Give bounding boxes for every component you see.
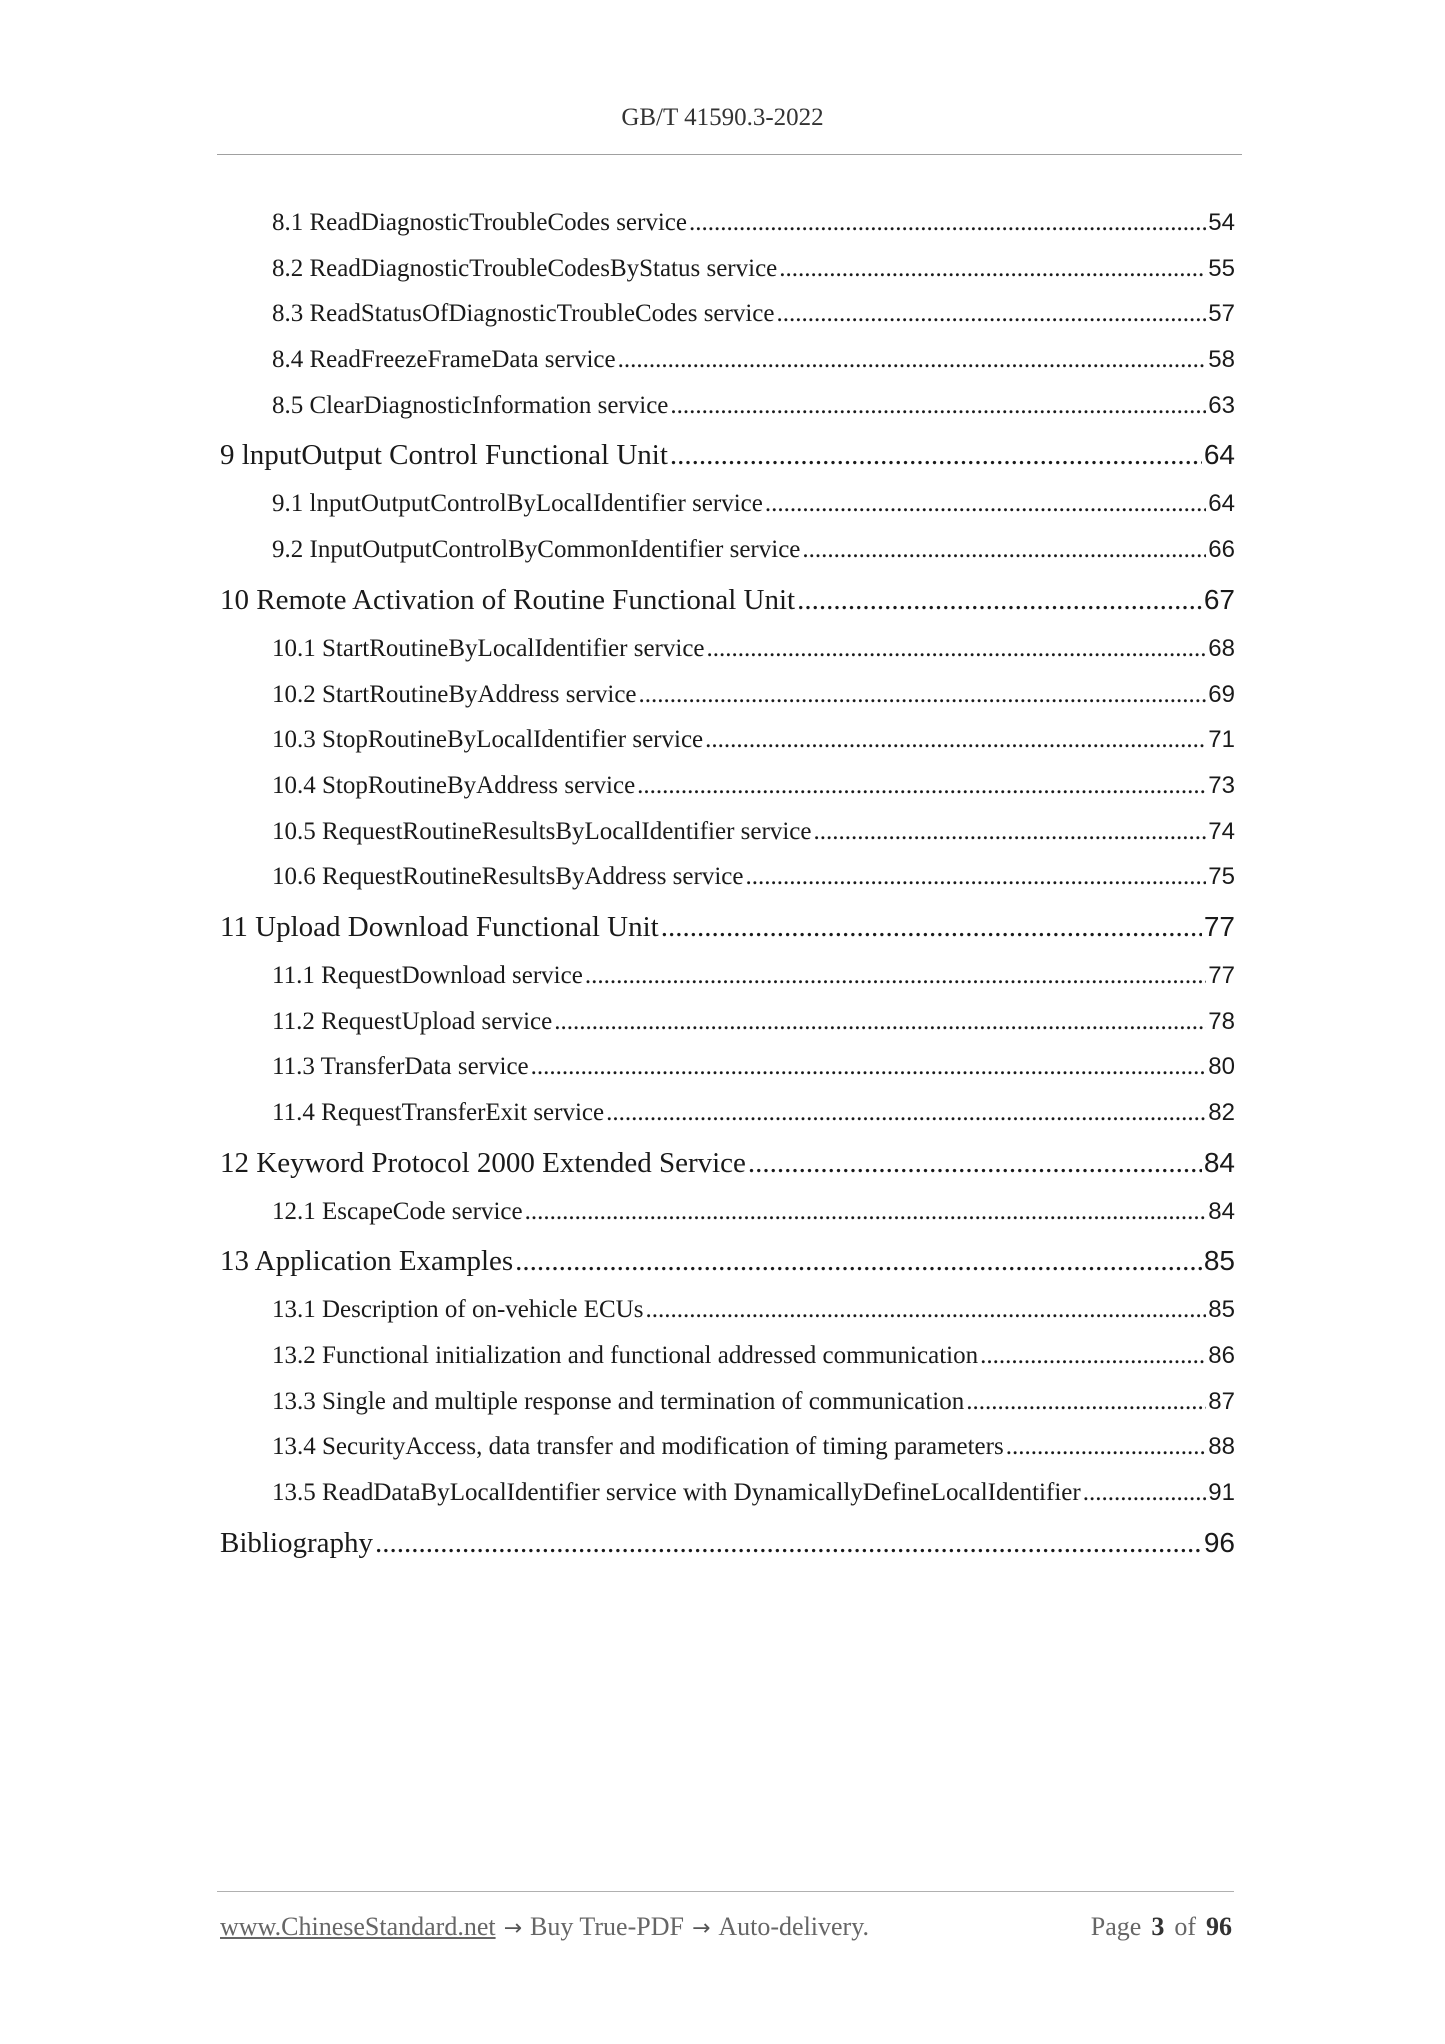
toc-dot-leader (745, 854, 1206, 900)
toc-entry-title: 8.5 ClearDiagnosticInformation service (272, 391, 669, 419)
toc-entry-page: 82 (1208, 1099, 1235, 1126)
toc-entry-title: 8.3 ReadStatusOfDiagnosticTroubleCodes service (272, 300, 775, 328)
page-footer (220, 1912, 1232, 1942)
toc-subsection-entry[interactable] (220, 1424, 1235, 1470)
toc-entry-title: 9.2 InputOutputControlByCommonIdentifier service (272, 536, 801, 564)
toc-entry-title: 10.2 StartRoutineByAddress service (272, 680, 637, 708)
toc-subsection-entry[interactable] (220, 337, 1235, 383)
toc-entry-page: 73 (1208, 771, 1235, 799)
toc-entry-title: 11.4 RequestTransferExit service (272, 1099, 605, 1126)
toc-entry-page: 55 (1208, 254, 1235, 282)
toc-entry-title: Bibliography (220, 1526, 374, 1559)
toc-entry-page: 64 (1203, 439, 1235, 471)
toc-subsection-entry[interactable] (220, 1287, 1235, 1333)
toc-dot-leader (802, 527, 1206, 573)
toc-dot-leader (1083, 1470, 1207, 1516)
document-id: GB/T 41590.3-2022 (621, 104, 824, 131)
toc-entry-page: 66 (1208, 536, 1235, 564)
toc-entry-title: 11 Upload Download Functional Unit (220, 910, 659, 943)
toc-entry-page: 87 (1208, 1387, 1235, 1415)
toc-entry-page: 85 (1208, 1296, 1235, 1324)
toc-dot-leader (661, 901, 1202, 953)
toc-entry-title: 12.1 EscapeCode service (272, 1197, 523, 1225)
toc-entry-title: 10.4 StopRoutineByAddress service (272, 771, 636, 799)
toc-entry-title: 8.2 ReadDiagnosticTroubleCodesByStatus service (272, 254, 778, 282)
toc-entry-title: 13.4 SecurityAccess, data transfer and modification of timing parameters (272, 1433, 1004, 1461)
toc-entry-title: 11.2 RequestUpload service (272, 1007, 553, 1035)
page-of-label: of (1174, 1912, 1196, 1941)
toc-dot-leader (748, 1137, 1202, 1189)
toc-dot-leader (637, 763, 1206, 809)
toc-entry-page: 78 (1208, 1007, 1235, 1035)
toc-dot-leader (765, 481, 1206, 527)
toc-dot-leader (585, 953, 1206, 999)
toc-dot-leader (606, 1090, 1206, 1136)
toc-entry-page: 69 (1208, 680, 1235, 708)
toc-dot-leader (1006, 1424, 1207, 1470)
toc-entry-page: 91 (1208, 1479, 1235, 1507)
toc-dot-leader (525, 1189, 1207, 1235)
toc-entry-page: 63 (1208, 391, 1235, 419)
toc-dot-leader (670, 383, 1206, 429)
toc-subsection-entry[interactable] (220, 1379, 1235, 1425)
toc-entry-title: 10.5 RequestRoutineResultsByLocalIdentifier service (272, 817, 812, 845)
toc-entry-title: 10.6 RequestRoutineResultsByAddress service (272, 863, 744, 891)
toc-entry-title: 12 Keyword Protocol 2000 Extended Service (220, 1146, 746, 1179)
toc-subsection-entry[interactable] (220, 291, 1235, 337)
toc-entry-title: 11.1 RequestDownload service (272, 961, 583, 989)
toc-subsection-entry[interactable] (220, 1189, 1235, 1235)
toc-entry-title: 10.3 StopRoutineByLocalIdentifier service (272, 726, 704, 754)
toc-entry-title: 13.2 Functional initialization and functional addressed communication (272, 1342, 979, 1370)
toc-entry-page: 84 (1203, 1146, 1235, 1178)
toc-dot-leader (980, 1333, 1206, 1379)
toc-entry-title: 11.3 TransferData service (272, 1053, 529, 1081)
page-total: 96 (1206, 1912, 1232, 1941)
toc-entry-page: 68 (1208, 634, 1235, 662)
header-divider (217, 154, 1242, 155)
toc-entry-title: 9 lnputOutput Control Functional Unit (220, 439, 668, 472)
auto-delivery-text: Auto-delivery. (718, 1912, 870, 1941)
toc-subsection-entry[interactable] (220, 383, 1235, 429)
toc-dot-leader (779, 246, 1206, 292)
toc-subsection-entry[interactable] (220, 1090, 1235, 1136)
toc-entry-page: 71 (1208, 726, 1235, 754)
toc-entry-page: 80 (1208, 1053, 1235, 1081)
toc-entry-page: 75 (1208, 863, 1235, 891)
toc-dot-leader (776, 291, 1206, 337)
toc-subsection-entry[interactable] (220, 763, 1235, 809)
page-label: Page (1090, 1912, 1142, 1941)
toc-section-entry[interactable] (220, 1516, 1235, 1569)
toc-section-entry[interactable] (220, 1234, 1235, 1287)
toc-entry-page: 54 (1208, 209, 1235, 236)
toc-dot-leader (645, 1287, 1206, 1333)
toc-subsection-entry[interactable] (220, 527, 1235, 573)
toc-entry-page: 85 (1203, 1245, 1235, 1277)
arrow-right-icon: → (503, 1916, 523, 1941)
toc-subsection-entry[interactable] (220, 1044, 1235, 1090)
toc-section-entry[interactable] (220, 900, 1235, 953)
page-header (0, 104, 1445, 132)
toc-dot-leader (689, 200, 1206, 246)
toc-subsection-entry[interactable] (220, 200, 1235, 246)
website-link[interactable]: www.ChineseStandard.net (220, 1912, 496, 1941)
toc-entry-title: 13 Application Examples (220, 1245, 514, 1278)
toc-entry-title: 8.4 ReadFreezeFrameData service (272, 346, 616, 374)
toc-dot-leader (797, 574, 1202, 626)
toc-subsection-entry[interactable] (220, 481, 1235, 527)
toc-subsection-entry[interactable] (220, 246, 1235, 292)
toc-subsection-entry[interactable] (220, 854, 1235, 900)
toc-entry-title: 10 Remote Activation of Routine Functional Unit (220, 583, 796, 616)
toc-dot-leader (515, 1235, 1202, 1287)
toc-entry-page: 58 (1208, 346, 1235, 374)
toc-dot-leader (554, 999, 1206, 1045)
toc-subsection-entry[interactable] (220, 717, 1235, 763)
toc-entry-page: 96 (1203, 1526, 1235, 1558)
toc-dot-leader (670, 429, 1202, 481)
toc-entry-page: 67 (1203, 583, 1235, 615)
toc-entry-title: 8.1 ReadDiagnosticTroubleCodes service (272, 209, 687, 236)
toc-entry-title: 13.1 Description of on-vehicle ECUs (272, 1296, 644, 1324)
footer-divider (217, 1891, 1234, 1892)
toc-entry-page: 74 (1208, 817, 1235, 845)
toc-entry-page: 86 (1208, 1342, 1235, 1370)
toc-dot-leader (639, 672, 1207, 718)
toc-dot-leader (531, 1044, 1207, 1090)
toc-dot-leader (813, 809, 1206, 855)
toc-dot-leader (707, 626, 1207, 672)
toc-entry-page: 77 (1203, 910, 1235, 942)
table-of-contents (220, 200, 1235, 1569)
toc-section-entry[interactable] (220, 1136, 1235, 1189)
toc-section-entry[interactable] (220, 573, 1235, 626)
toc-dot-leader (705, 717, 1206, 763)
toc-subsection-entry[interactable] (220, 809, 1235, 855)
toc-subsection-entry[interactable] (220, 672, 1235, 718)
page-current: 3 (1151, 1912, 1165, 1941)
toc-subsection-entry[interactable] (220, 1333, 1235, 1379)
footer-promo (220, 1912, 869, 1942)
toc-dot-leader (618, 337, 1207, 383)
toc-dot-leader (966, 1379, 1206, 1425)
buy-pdf-text: Buy True-PDF (530, 1912, 684, 1941)
toc-entry-page: 84 (1208, 1197, 1235, 1225)
arrow-right-icon: → (691, 1916, 711, 1941)
toc-entry-title: 13.3 Single and multiple response and termination of communication (272, 1387, 965, 1415)
toc-entry-title: 10.1 StartRoutineByLocalIdentifier service (272, 634, 705, 662)
toc-entry-page: 77 (1208, 961, 1235, 989)
toc-section-entry[interactable] (220, 428, 1235, 481)
toc-entry-title: 9.1 lnputOutputControlByLocalIdentifier service (272, 490, 763, 518)
toc-entry-title: 13.5 ReadDataByLocalIdentifier service with DynamicallyDefineLocalIdentifier (272, 1479, 1081, 1507)
toc-entry-page: 88 (1208, 1433, 1235, 1461)
toc-subsection-entry[interactable] (220, 953, 1235, 999)
toc-dot-leader (375, 1517, 1202, 1569)
page-number (1091, 1912, 1232, 1942)
toc-entry-page: 57 (1208, 300, 1235, 328)
toc-subsection-entry[interactable] (220, 1470, 1235, 1516)
toc-subsection-entry[interactable] (220, 999, 1235, 1045)
toc-subsection-entry[interactable] (220, 626, 1235, 672)
toc-entry-page: 64 (1208, 490, 1235, 518)
